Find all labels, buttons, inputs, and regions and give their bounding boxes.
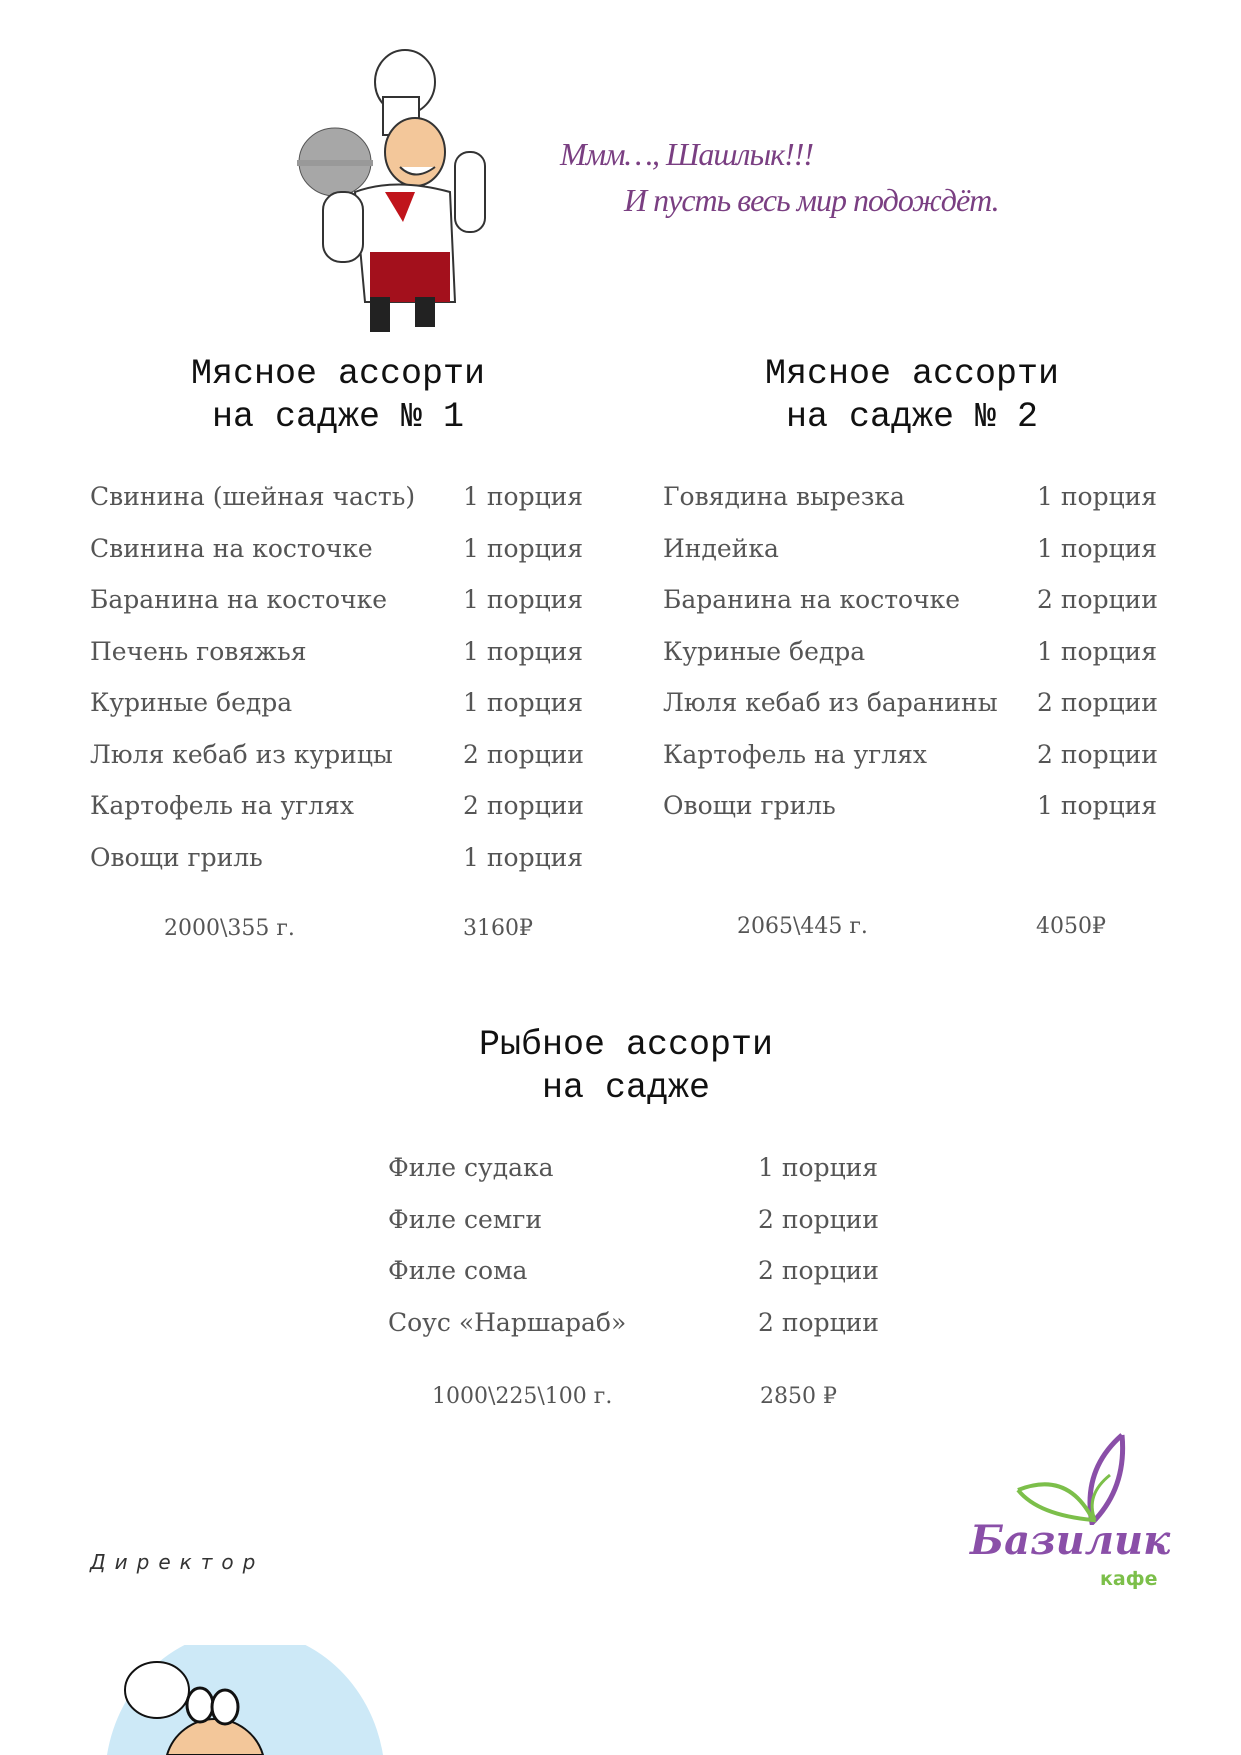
list-item bbox=[90, 636, 584, 667]
logo-sub: кафе bbox=[1100, 1568, 1158, 1590]
item-name: Овощи гриль bbox=[663, 791, 836, 820]
item-name: Баранина на косточке bbox=[90, 585, 388, 614]
item-qty: 2 порции bbox=[758, 1256, 879, 1285]
set3-title-line1: Рыбное ассорти bbox=[478, 1025, 774, 1065]
tagline-line2: И пусть весь мир подождёт. bbox=[624, 182, 999, 218]
list-item bbox=[388, 1204, 879, 1235]
list-item bbox=[90, 482, 584, 512]
list-item bbox=[663, 739, 1158, 770]
set3-price: 2850 ₽ bbox=[760, 1384, 837, 1409]
list-item bbox=[90, 791, 584, 821]
set1-price: 3160₽ bbox=[463, 916, 533, 941]
set3-title bbox=[426, 1024, 826, 1110]
cafe-logo bbox=[970, 1430, 1170, 1595]
list-item bbox=[663, 585, 1158, 615]
item-name: Куриные бедра bbox=[90, 688, 293, 717]
set2-weight: 2065\445 г. bbox=[737, 914, 868, 939]
list-item bbox=[90, 739, 584, 770]
list-item bbox=[388, 1153, 879, 1183]
item-name: Баранина на косточке bbox=[663, 585, 961, 614]
item-name: Свинина на косточке bbox=[90, 533, 373, 563]
director-signature: Директор bbox=[90, 1550, 265, 1574]
logo-name: Базилик bbox=[970, 1517, 1171, 1564]
item-qty: 1 порция bbox=[1037, 791, 1158, 820]
list-item bbox=[90, 688, 584, 718]
item-qty: 2 порции bbox=[1037, 739, 1158, 769]
item-qty: 1 порция bbox=[463, 688, 584, 717]
item-qty: 1 порция bbox=[463, 482, 584, 511]
item-qty: 1 порция bbox=[758, 1153, 879, 1182]
item-name: Филе судака bbox=[388, 1153, 554, 1182]
item-name: Филе сома bbox=[388, 1256, 528, 1285]
item-qty: 1 порция bbox=[463, 533, 584, 563]
item-name: Свинина (шейная часть) bbox=[90, 482, 416, 511]
item-name: Люля кебаб из курицы bbox=[90, 739, 393, 769]
item-name: Овощи гриль bbox=[90, 842, 263, 872]
chef-avatar-illustration bbox=[105, 1645, 390, 1755]
item-qty: 2 порции bbox=[463, 791, 584, 820]
tagline-line1: Ммм…, Шашлык!!! bbox=[560, 136, 814, 172]
set2-title bbox=[712, 353, 1112, 439]
item-name: Филе семги bbox=[388, 1204, 543, 1234]
item-qty: 1 порция bbox=[1037, 533, 1158, 563]
item-name: Соус «Наршараб» bbox=[388, 1307, 627, 1337]
basil-leaf-icon bbox=[970, 1430, 1170, 1525]
set3-title-line2: на садже bbox=[541, 1068, 711, 1108]
item-qty: 1 порция bbox=[463, 842, 584, 872]
chef-illustration bbox=[295, 42, 530, 337]
list-item bbox=[663, 482, 1158, 512]
set1-title bbox=[138, 353, 538, 439]
list-item bbox=[663, 636, 1158, 667]
list-item bbox=[663, 688, 1158, 718]
item-qty: 2 порции bbox=[463, 739, 584, 769]
list-item bbox=[388, 1256, 879, 1286]
list-item bbox=[663, 533, 1158, 564]
item-qty: 2 порции bbox=[1037, 585, 1158, 614]
item-name: Люля кебаб из баранины bbox=[663, 688, 998, 717]
item-qty: 2 порции bbox=[758, 1204, 879, 1234]
set2-title-line2: на садже № 2 bbox=[785, 397, 1039, 437]
item-name: Индейка bbox=[663, 533, 779, 563]
set1-title-line2: на садже № 1 bbox=[211, 397, 465, 437]
set1-title-line1: Мясное ассорти bbox=[190, 354, 486, 394]
list-item bbox=[90, 842, 584, 873]
item-name: Куриные бедра bbox=[663, 636, 866, 666]
set2-title-line1: Мясное ассорти bbox=[764, 354, 1060, 394]
list-item bbox=[663, 791, 1158, 821]
item-name: Печень говяжья bbox=[90, 636, 307, 666]
set1-weight: 2000\355 г. bbox=[164, 916, 295, 941]
item-qty: 1 порция bbox=[463, 636, 584, 666]
set2-price: 4050₽ bbox=[1036, 914, 1106, 939]
list-item bbox=[90, 585, 584, 615]
item-qty: 2 порции bbox=[1037, 688, 1158, 717]
item-qty: 1 порция bbox=[1037, 636, 1158, 666]
item-name: Картофель на углях bbox=[90, 791, 355, 820]
item-name: Говядина вырезка bbox=[663, 482, 905, 511]
item-name: Картофель на углях bbox=[663, 739, 928, 769]
item-qty: 1 порция bbox=[1037, 482, 1158, 511]
item-qty: 1 порция bbox=[463, 585, 584, 614]
list-item bbox=[388, 1307, 879, 1338]
set3-weight: 1000\225\100 г. bbox=[432, 1384, 613, 1409]
list-item bbox=[90, 533, 584, 564]
item-qty: 2 порции bbox=[758, 1307, 879, 1337]
